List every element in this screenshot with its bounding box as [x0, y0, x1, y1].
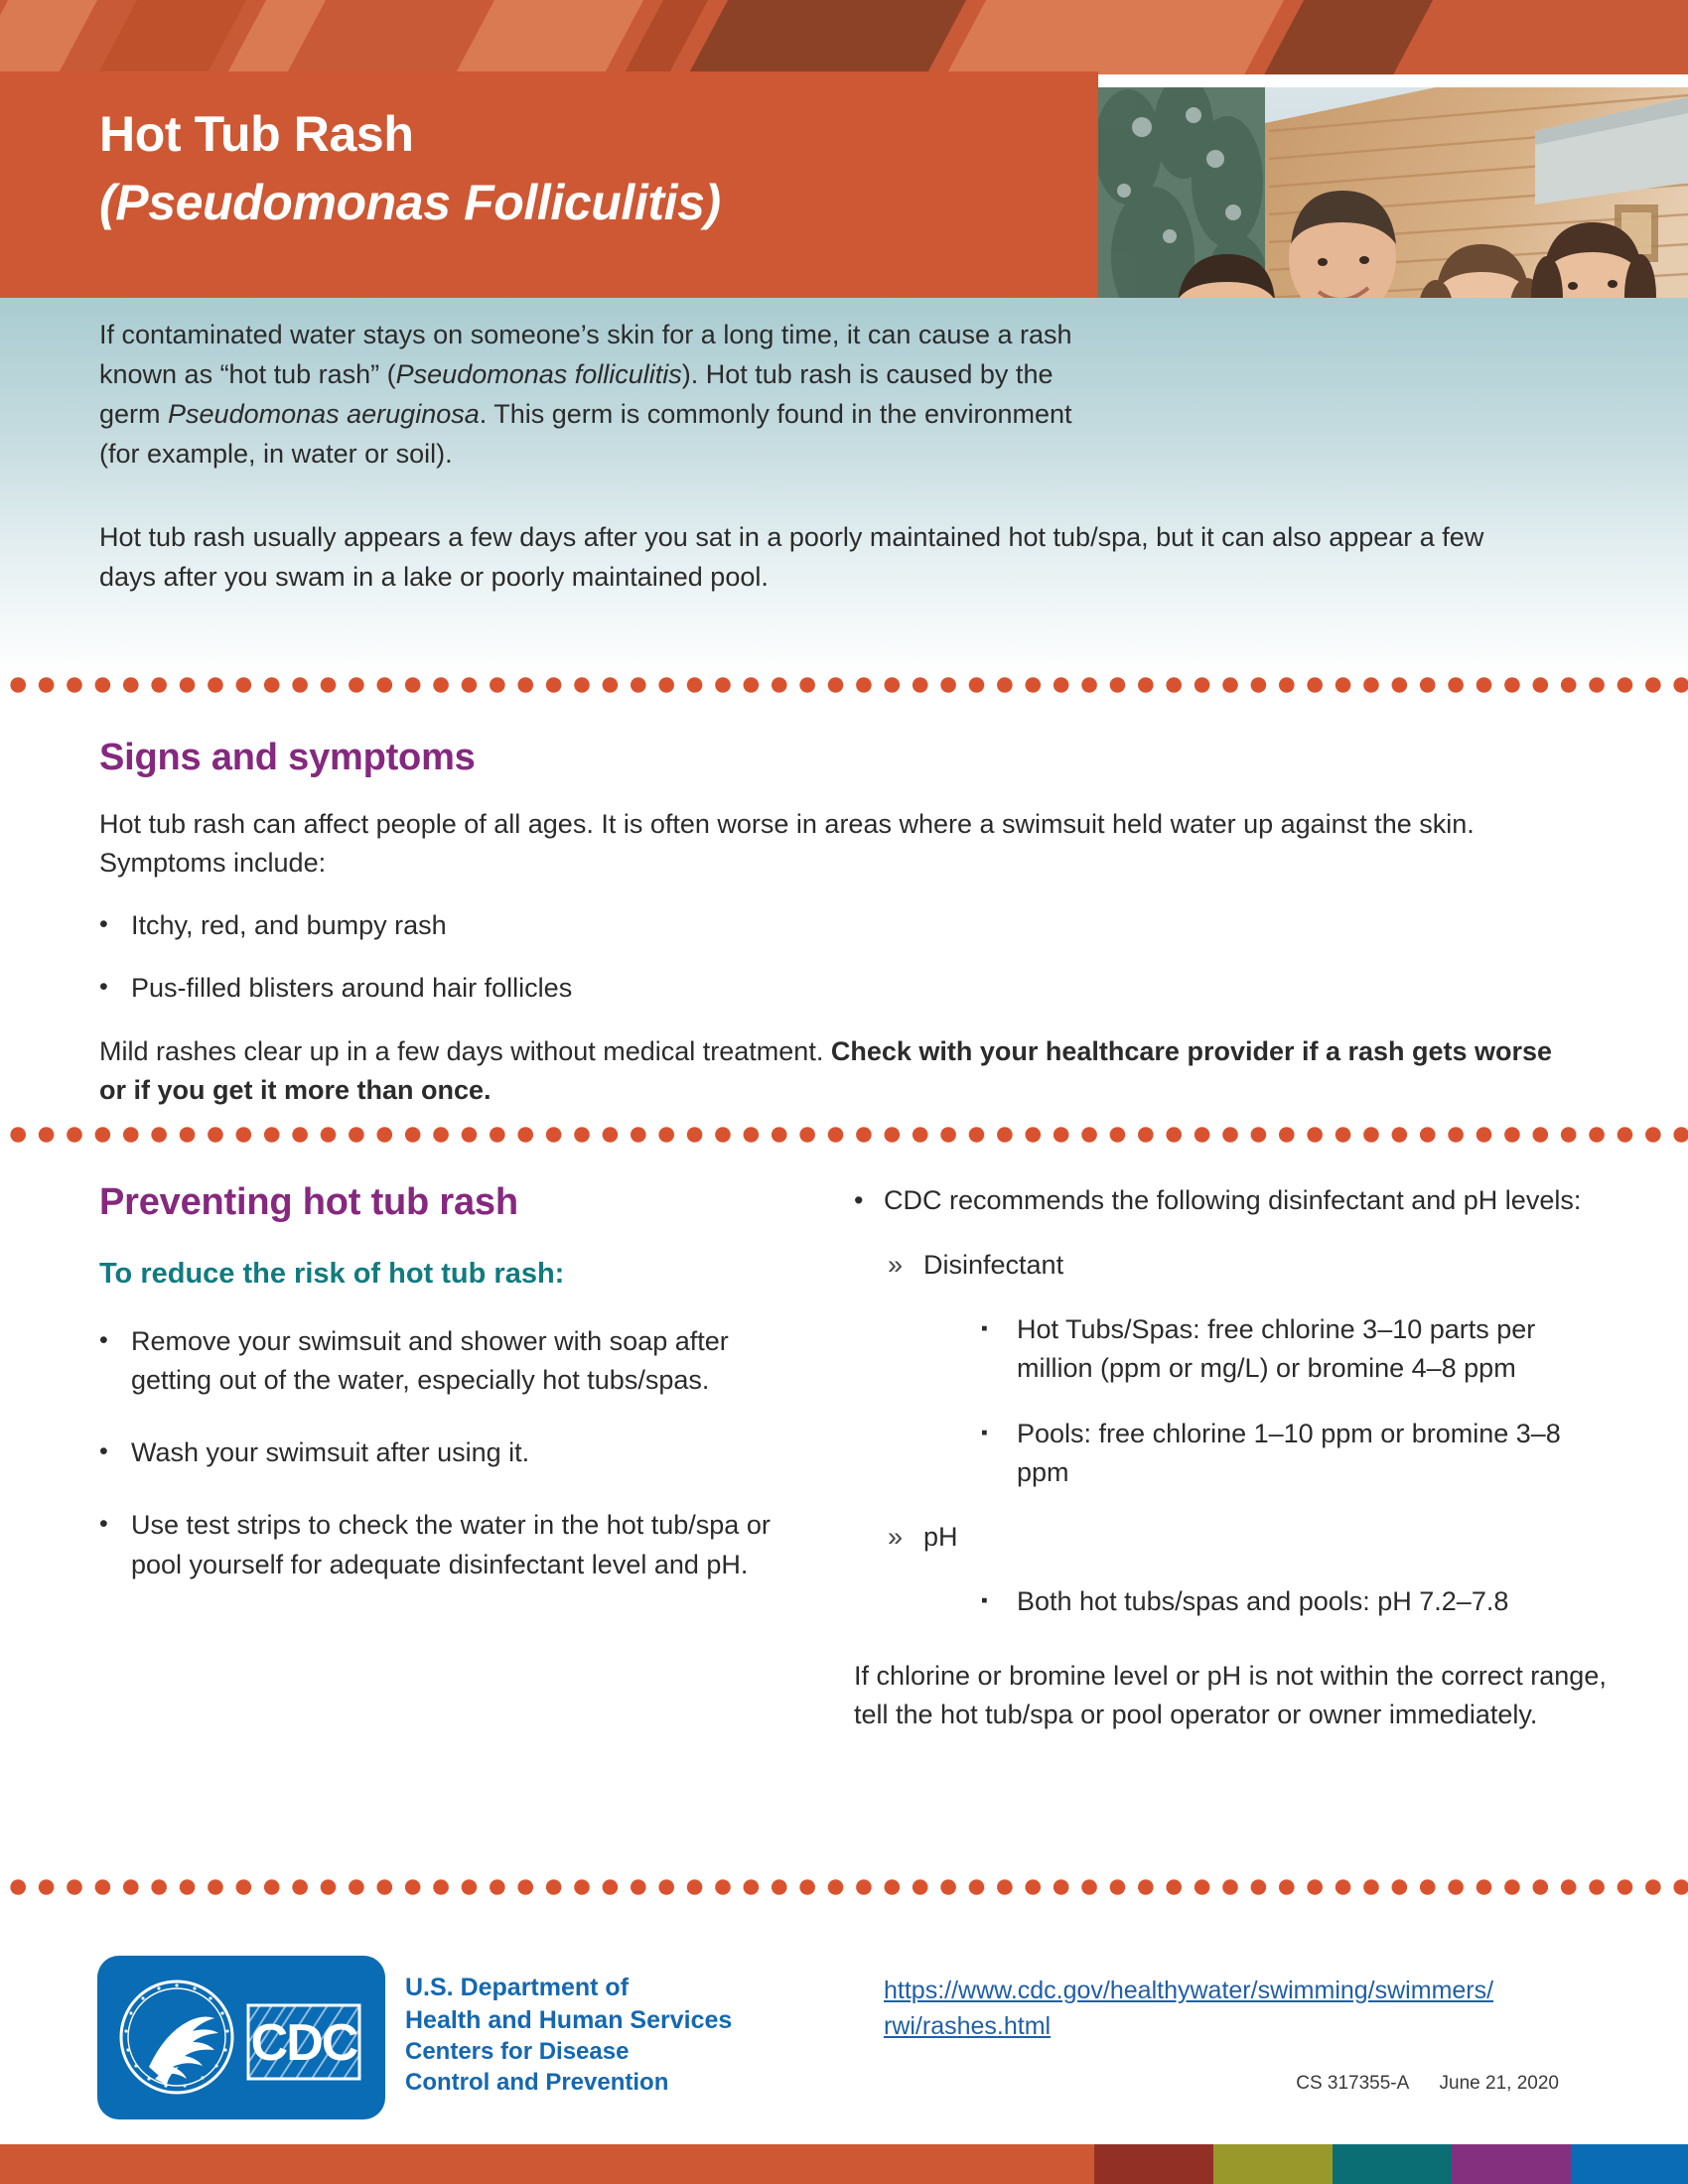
- divider-dotted-3: [0, 1879, 1688, 1895]
- agency-line-4: Control and Prevention: [405, 2069, 669, 2097]
- bullet-marker-icon: •: [99, 973, 108, 1002]
- agency-name: [405, 1972, 732, 2098]
- preventing-bullet-list: [99, 1322, 794, 1584]
- preventing-right-column: [854, 1181, 1609, 1734]
- source-url-line-1[interactable]: https://www.cdc.gov/healthywater/swimming/swimmers/: [884, 1977, 1494, 2004]
- sub-sublist-item: [854, 1310, 1609, 1388]
- signs-body: Hot tub rash can affect people of all ages. It is often worse in areas where a swimsuit held water up against the skin. Symptoms include:: [99, 809, 1475, 879]
- intro-p1-part1: If contaminated water stays on someone’s skin for a long time, it can cause a rash known as “hot tub rash” (: [99, 320, 1072, 389]
- preventing-left-column: [99, 1181, 794, 1734]
- page-header: [0, 0, 1688, 298]
- preventing-subheading: To reduce the risk of hot tub rash:: [99, 1258, 565, 1290]
- divider-dotted-2: [0, 1127, 1688, 1143]
- preventing-note: If chlorine or bromine level or pH is not within the correct range, tell the hot tub/spa or pool operator or owner immediately.: [854, 1661, 1607, 1730]
- bottom-color-bar: [0, 2144, 1688, 2184]
- hhs-cdc-logo: [97, 1956, 385, 2119]
- bullet-marker-icon: •: [99, 910, 108, 939]
- list-item-label: Itchy, red, and bumpy rash: [131, 910, 447, 941]
- signs-and-symptoms-section: [99, 737, 1609, 1110]
- intro-p1-italic1: Pseudomonas folliculitis: [395, 358, 682, 389]
- sub-sublist-item-label: Pools: free chlorine 1–10 ppm or bromine 3–8 ppm: [1017, 1418, 1561, 1487]
- svg-text:CDC: CDC: [250, 2014, 357, 2072]
- sub-sublist-item: [854, 1582, 1609, 1621]
- agency-line-3: Centers for Disease: [405, 2038, 630, 2065]
- title-block: [0, 71, 1098, 298]
- list-item-label: Wash your swimsuit after using it.: [131, 1437, 530, 1468]
- page-title: Hot Tub Rash: [99, 106, 414, 162]
- header-stripe-band: [0, 0, 1688, 74]
- square-marker-icon: ▪: [981, 1422, 988, 1443]
- sublist-item-label: pH: [923, 1521, 958, 1552]
- bullet-marker-icon: •: [99, 1510, 108, 1539]
- signs-closing-bold: Check with your healthcare provider if a rash gets worse or if you get it more than once.: [99, 1035, 1553, 1105]
- square-marker-icon: ▪: [981, 1318, 988, 1340]
- preventing-heading: Preventing hot tub rash: [99, 1181, 518, 1223]
- list-item: [99, 906, 1609, 945]
- guillemet-marker-icon: »: [888, 1521, 904, 1552]
- bottom-bar-segment-orange: [0, 2144, 1094, 2184]
- list-item: [99, 1433, 794, 1472]
- square-marker-icon: ▪: [981, 1589, 988, 1611]
- intro-p1-italic2: Pseudomonas aeruginosa: [168, 398, 480, 429]
- list-item: [99, 1322, 794, 1400]
- signs-closing-normal: Mild rashes clear up in a few days without medical treatment.: [99, 1035, 831, 1066]
- agency-line-1: U.S. Department of: [405, 1974, 630, 2001]
- signs-bullet-list: [99, 906, 1609, 1008]
- sub-sublist-item: [854, 1415, 1609, 1492]
- sublist-item: [854, 1518, 1609, 1557]
- list-item-label: CDC recommends the following disinfectant and pH levels:: [884, 1185, 1582, 1215]
- signs-closing: [99, 1032, 1559, 1110]
- intro-paragraph-1: [99, 316, 1082, 475]
- list-item-label: Remove your swimsuit and shower with soap after getting out of the water, especially hot tubs/spas.: [131, 1326, 729, 1396]
- guillemet-marker-icon: »: [888, 1250, 904, 1281]
- bullet-marker-icon: •: [99, 1326, 108, 1354]
- sublist-item: [854, 1246, 1609, 1285]
- list-item-label: Use test strips to check the water in the hot tub/spa or pool yourself for adequate disinfectant level and pH.: [131, 1510, 771, 1579]
- intro-p1-part3: . This germ is commonly found in the environment (for example, in water or soil).: [99, 398, 1072, 469]
- header-stripe: [907, 0, 1316, 74]
- sub-sublist-item-label: Hot Tubs/Spas: free chlorine 3–10 parts per million (ppm or mg/L) or bromine 4–8 ppm: [1017, 1314, 1536, 1384]
- bottom-bar-segment-purple: [1452, 2144, 1571, 2184]
- publication-date: June 21, 2020: [1439, 2073, 1559, 2094]
- publication-info: [884, 2073, 1559, 2095]
- list-item: [99, 969, 1609, 1008]
- list-item: [99, 1506, 794, 1583]
- source-url-line-2[interactable]: rwi/rashes.html: [884, 2011, 1052, 2040]
- bottom-bar-segment-olive: [1213, 2144, 1333, 2184]
- sublist-item-label: Disinfectant: [923, 1250, 1064, 1281]
- bottom-bar-segment-darkred: [1094, 2144, 1213, 2184]
- sub-sublist-item-label: Both hot tubs/spas and pools: pH 7.2–7.8: [1017, 1585, 1509, 1616]
- list-item: [854, 1181, 1609, 1220]
- divider-dotted-1: [0, 677, 1688, 693]
- page-subtitle: (Pseudomonas Folliculitis): [99, 175, 721, 230]
- preventing-section: [99, 1181, 1609, 1734]
- bullet-marker-icon: •: [854, 1185, 864, 1215]
- list-item-label: Pus-filled blisters around hair follicles: [131, 973, 573, 1004]
- bottom-bar-segment-blue: [1571, 2144, 1688, 2184]
- intro-p1-part2: ). Hot tub rash is caused by the germ: [99, 358, 1054, 429]
- page-footer: [0, 1926, 1688, 2124]
- agency-line-2: Health and Human Services: [405, 2005, 733, 2034]
- signs-heading: Signs and symptoms: [99, 737, 476, 778]
- intro-paragraph-2: Hot tub rash usually appears a few days after you sat in a poorly maintained hot tub/spa, but it can also appear a few days after you swam in a lake or poorly maintained pool.: [99, 522, 1484, 592]
- intro-section: [0, 298, 1688, 675]
- bullet-marker-icon: •: [99, 1437, 108, 1466]
- source-url-block[interactable]: [884, 1974, 1559, 2044]
- bottom-bar-segment-teal: [1333, 2144, 1452, 2184]
- cs-number: CS 317355-A: [1296, 2073, 1409, 2094]
